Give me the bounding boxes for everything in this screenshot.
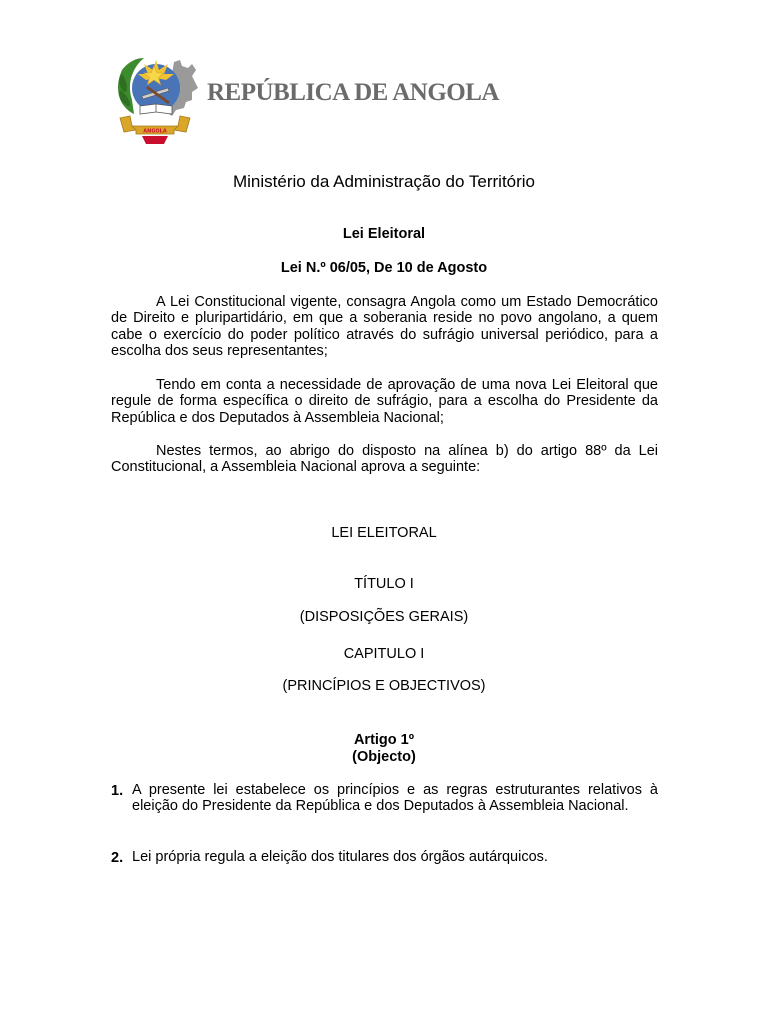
ministry-name: Ministério da Administração do Território: [232, 172, 536, 191]
preamble-paragraph-2: Tendo em conta a necessidade de aprovação de uma nova Lei Eleitoral que regule de forma específica o direito de sufrágio, para a escolha do Presidente da República e dos Deputados à Assembleia Nacional;: [111, 377, 658, 426]
article-item-text: A presente lei estabelece os princípios e as regras estruturantes relativos à eleição do Presidente da República e dos Deputados à Assembleia Nacional.: [132, 782, 658, 815]
document-header: [112, 52, 552, 148]
article-name: (Objecto): [352, 749, 416, 765]
article-item-text: Lei própria regula a eleição dos titulares dos órgãos autárquicos.: [132, 849, 548, 865]
preamble-paragraph-3: Nestes termos, ao abrigo do disposto na alínea b) do artigo 88º da Lei Constitucional, a Assembleia Nacional aprova a seguinte:: [111, 443, 658, 476]
article-item: [111, 849, 658, 865]
emblem-text: ANGOLA: [143, 128, 167, 135]
law-title: LEI ELEITORAL: [331, 525, 437, 541]
law-name: Lei Eleitoral: [342, 226, 426, 242]
titulo-name: (DISPOSIÇÕES GERAIS): [299, 609, 469, 625]
titulo-heading: TÍTULO I: [354, 576, 414, 592]
preamble-paragraph-1: A Lei Constitucional vigente, consagra Angola como um Estado Democrático de Direito e pluripartidário, em que a soberania reside no povo angolano, a quem cabe o exercício do poder político através do sufrágio universal periódico, para a escolha dos seus representantes;: [111, 294, 658, 360]
republic-title: REPÚBLICA DE ANGOLA: [207, 79, 499, 106]
article-item: [111, 782, 658, 815]
capitulo-heading: CAPITULO I: [343, 646, 425, 662]
law-number: Lei N.º 06/05, De 10 de Agosto: [280, 260, 488, 276]
capitulo-name: (PRINCÍPIOS E OBJECTIVOS): [282, 678, 486, 694]
article-item-number: 2.: [111, 850, 124, 866]
article-item-number: 1.: [111, 783, 124, 799]
article-number: Artigo 1º: [353, 732, 415, 748]
angola-coat-of-arms-icon: [112, 52, 198, 148]
